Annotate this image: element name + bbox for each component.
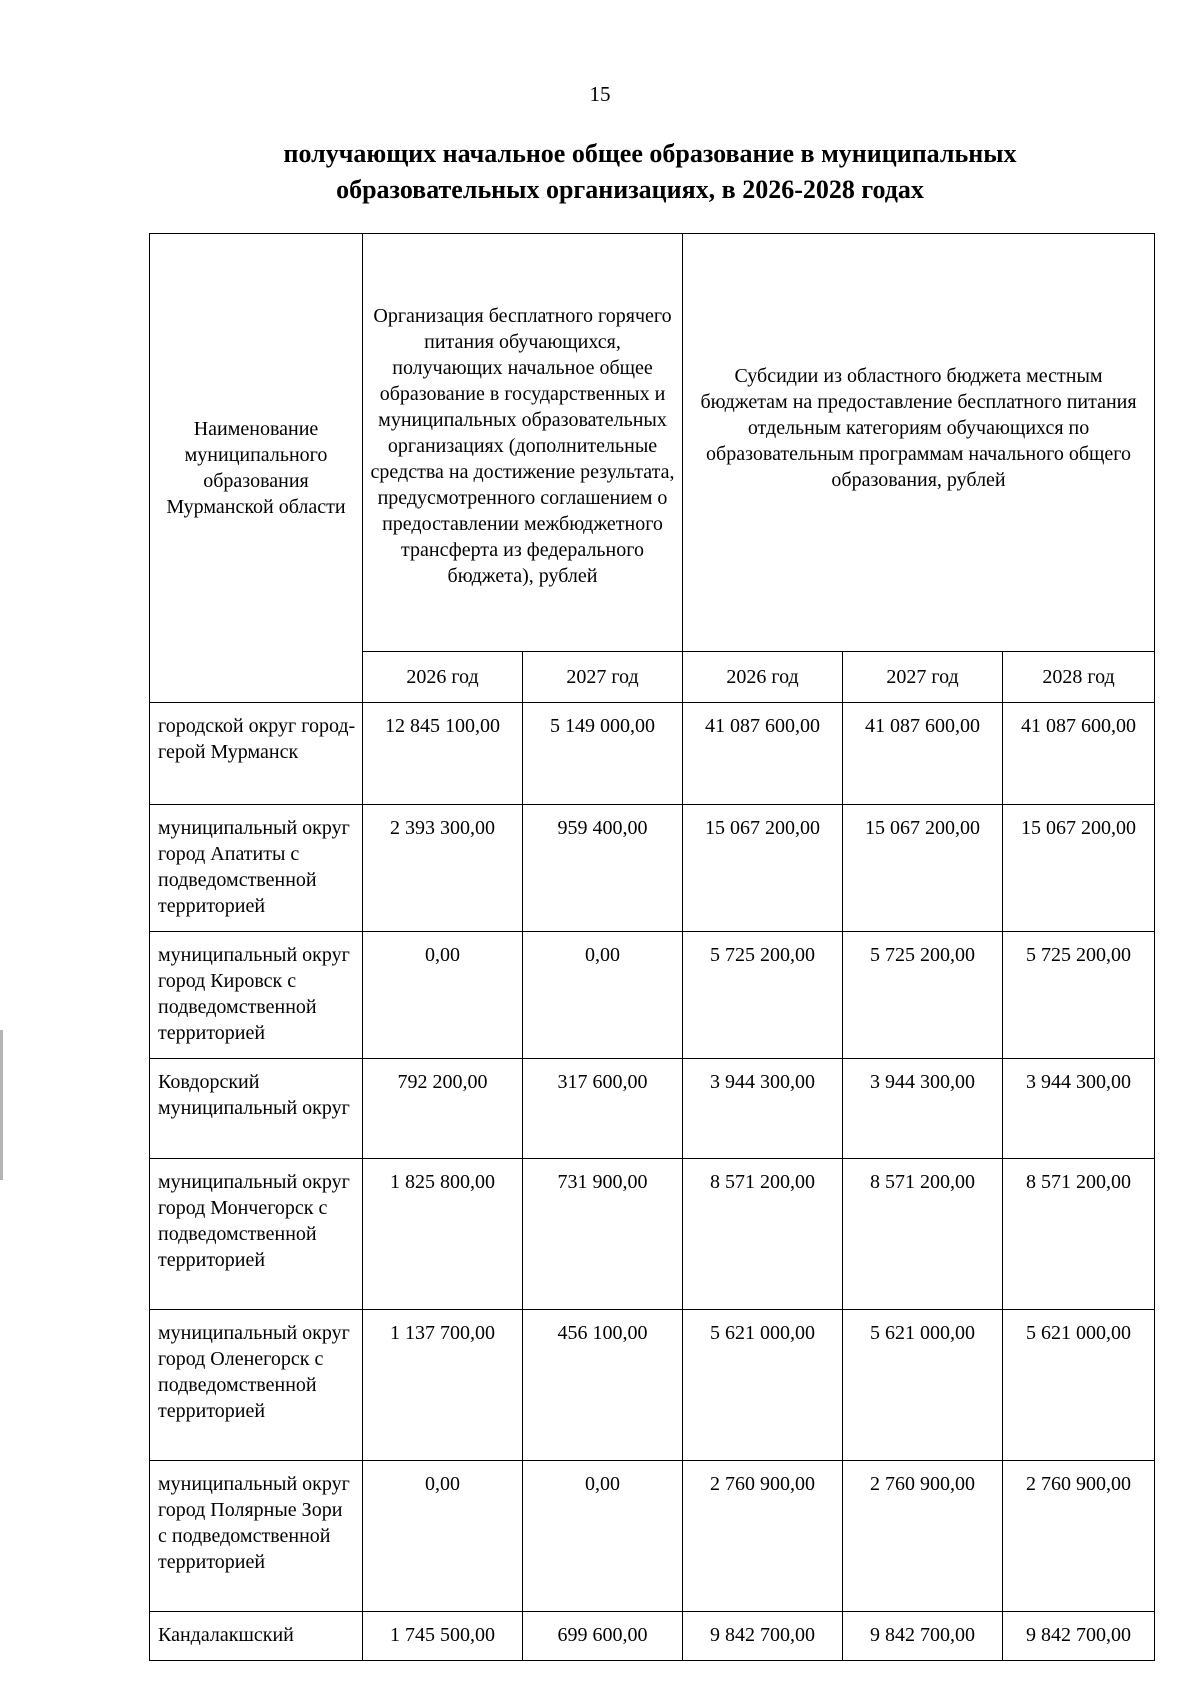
value-cell: 0,00 xyxy=(363,1461,523,1612)
table-row xyxy=(150,1310,1155,1461)
header-year: 2027 год xyxy=(843,652,1003,703)
table-row xyxy=(150,1612,1155,1661)
value-cell: 41 087 600,00 xyxy=(843,703,1003,805)
value-cell: 1 137 700,00 xyxy=(363,1310,523,1461)
value-cell: 15 067 200,00 xyxy=(1003,805,1155,932)
value-cell: 9 842 700,00 xyxy=(843,1612,1003,1661)
value-cell: 5 725 200,00 xyxy=(683,932,843,1059)
row-municipality: Кандалакшский xyxy=(150,1612,363,1661)
row-municipality: муниципальный округ город Полярные Зори с подведомственной территорией xyxy=(150,1461,363,1612)
value-cell: 5 149 000,00 xyxy=(523,703,683,805)
value-cell: 731 900,00 xyxy=(523,1159,683,1310)
value-cell: 456 100,00 xyxy=(523,1310,683,1461)
table-row xyxy=(150,1159,1155,1310)
value-cell: 15 067 200,00 xyxy=(683,805,843,932)
value-cell: 12 845 100,00 xyxy=(363,703,523,805)
table-row xyxy=(150,703,1155,805)
value-cell: 41 087 600,00 xyxy=(683,703,843,805)
value-cell: 3 944 300,00 xyxy=(683,1059,843,1159)
table-row xyxy=(150,1059,1155,1159)
header-year: 2026 год xyxy=(363,652,523,703)
value-cell: 699 600,00 xyxy=(523,1612,683,1661)
value-cell: 3 944 300,00 xyxy=(843,1059,1003,1159)
value-cell: 8 571 200,00 xyxy=(683,1159,843,1310)
value-cell: 1 825 800,00 xyxy=(363,1159,523,1310)
value-cell: 9 842 700,00 xyxy=(683,1612,843,1661)
title-line-1: получающих начальное общее образование в муниципальных xyxy=(283,139,1017,168)
value-cell: 1 745 500,00 xyxy=(363,1612,523,1661)
header-year: 2027 год xyxy=(523,652,683,703)
table-row xyxy=(150,805,1155,932)
value-cell: 2 760 900,00 xyxy=(683,1461,843,1612)
header-federal-funds: Организация бесплатного горячего питания обучающихся, получающих начальное общее образование в государственных и муниципальных образовательных организациях (дополнительные средства на достижение результата, предусмотренного соглашением о предоставлении межбюджетного трансферта из федерального бюджета), рублей xyxy=(363,234,683,652)
value-cell: 2 393 300,00 xyxy=(363,805,523,932)
value-cell: 5 725 200,00 xyxy=(1003,932,1155,1059)
row-municipality: муниципальный округ город Кировск с подведомственной территорией xyxy=(150,932,363,1059)
row-municipality: Ковдорский муниципальный округ xyxy=(150,1059,363,1159)
value-cell: 5 621 000,00 xyxy=(683,1310,843,1461)
page-title xyxy=(150,136,1150,208)
value-cell: 317 600,00 xyxy=(523,1059,683,1159)
value-cell: 15 067 200,00 xyxy=(843,805,1003,932)
value-cell: 2 760 900,00 xyxy=(1003,1461,1155,1612)
value-cell: 5 725 200,00 xyxy=(843,932,1003,1059)
row-municipality: городской округ город-герой Мурманск xyxy=(150,703,363,805)
value-cell: 41 087 600,00 xyxy=(1003,703,1155,805)
table-row xyxy=(150,1461,1155,1612)
value-cell: 792 200,00 xyxy=(363,1059,523,1159)
value-cell: 5 621 000,00 xyxy=(1003,1310,1155,1461)
value-cell: 2 760 900,00 xyxy=(843,1461,1003,1612)
header-municipality: Наименование муниципального образования Мурманской области xyxy=(150,234,363,703)
title-line-2: образовательных организациях, в 2026-2028 годах xyxy=(336,175,924,204)
value-cell: 3 944 300,00 xyxy=(1003,1059,1155,1159)
scan-edge-mark xyxy=(0,1030,3,1180)
value-cell: 959 400,00 xyxy=(523,805,683,932)
value-cell: 0,00 xyxy=(523,1461,683,1612)
row-municipality: муниципальный округ город Мончегорск с подведомственной территорией xyxy=(150,1159,363,1310)
value-cell: 9 842 700,00 xyxy=(1003,1612,1155,1661)
row-municipality: муниципальный округ город Апатиты с подведомственной территорией xyxy=(150,805,363,932)
page-number: 15 xyxy=(589,82,611,106)
value-cell: 8 571 200,00 xyxy=(843,1159,1003,1310)
value-cell: 0,00 xyxy=(363,932,523,1059)
header-regional-subsidies: Субсидии из областного бюджета местным бюджетам на предоставление бесплатного питания отдельным категориям обучающихся по образовательным программам начального общего образования, рублей xyxy=(683,234,1155,652)
budget-table xyxy=(149,233,1155,1661)
header-year: 2026 год xyxy=(683,652,843,703)
value-cell: 5 621 000,00 xyxy=(843,1310,1003,1461)
value-cell: 0,00 xyxy=(523,932,683,1059)
value-cell: 8 571 200,00 xyxy=(1003,1159,1155,1310)
row-municipality: муниципальный округ город Оленегорск с подведомственной территорией xyxy=(150,1310,363,1461)
header-year: 2028 год xyxy=(1003,652,1155,703)
table-row xyxy=(150,932,1155,1059)
